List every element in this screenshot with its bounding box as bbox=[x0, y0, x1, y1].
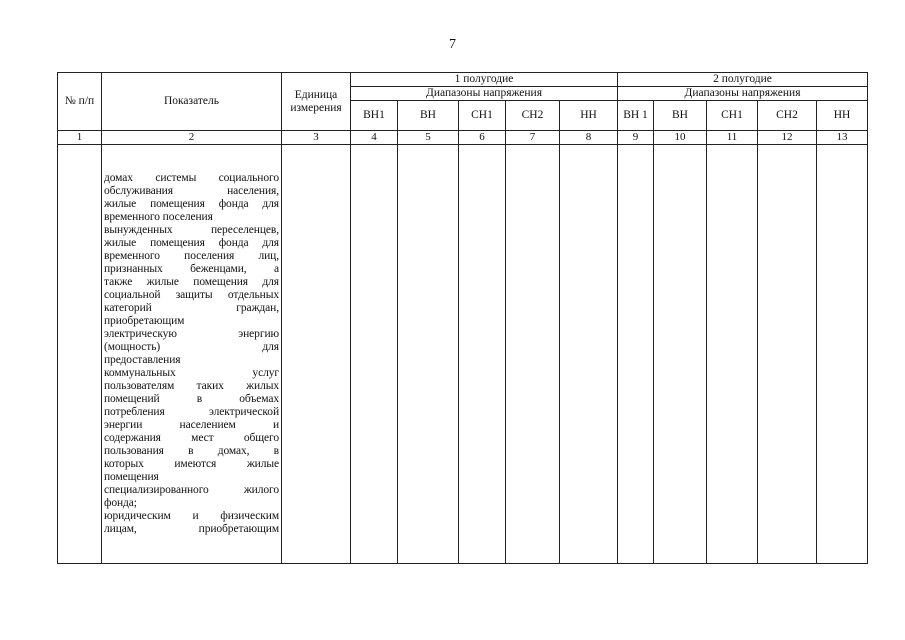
column-number: 11 bbox=[707, 131, 758, 145]
header-col-nn-h2: НН bbox=[817, 101, 868, 131]
header-indicator: Показатель bbox=[102, 73, 282, 131]
indicator-text bbox=[104, 172, 279, 536]
header-col-nn: НН bbox=[560, 101, 618, 131]
header-half-2: 2 полугодие bbox=[618, 73, 868, 87]
indicator-line: также жилые помещения для bbox=[104, 276, 279, 288]
indicator-line: обслуживания населения, bbox=[104, 185, 279, 197]
value-cell bbox=[758, 145, 817, 564]
header-col-sn2-h2: СН2 bbox=[758, 101, 817, 131]
header-half-1: 1 полугодие bbox=[351, 73, 618, 87]
value-cell bbox=[506, 145, 560, 564]
column-number: 7 bbox=[506, 131, 560, 145]
column-number: 9 bbox=[618, 131, 654, 145]
indicator-line: пользователям таких жилых bbox=[104, 380, 279, 392]
column-number: 13 bbox=[817, 131, 868, 145]
header-num: № п/п bbox=[58, 73, 102, 131]
column-number-row bbox=[58, 131, 868, 145]
indicator-line: электрическую энергию bbox=[104, 328, 279, 340]
indicator-line: социальной защиты отдельных bbox=[104, 289, 279, 301]
value-cell bbox=[560, 145, 618, 564]
indicator-line: (мощность) для bbox=[104, 341, 279, 353]
indicator-line: домах системы социального bbox=[104, 172, 279, 184]
unit-cell bbox=[282, 145, 351, 564]
indicator-line: временного поселения bbox=[104, 211, 213, 223]
header-col-sn2: СН2 bbox=[506, 101, 560, 131]
value-cell bbox=[351, 145, 398, 564]
row-num-cell bbox=[58, 145, 102, 564]
column-number: 1 bbox=[58, 131, 102, 145]
indicator-line: которых имеются жилые bbox=[104, 458, 279, 470]
header-col-sn1-h2: СН1 bbox=[707, 101, 758, 131]
header-col-sn1: СН1 bbox=[459, 101, 506, 131]
indicator-line: помещения bbox=[104, 471, 159, 483]
indicator-line: приобретающим bbox=[104, 315, 185, 327]
indicator-line: потребления электрической bbox=[104, 406, 279, 418]
indicator-line: признанных беженцами, а bbox=[104, 263, 279, 275]
value-cell bbox=[459, 145, 506, 564]
indicator-line: вынужденных переселенцев, bbox=[104, 224, 279, 236]
header-col-vn1-h2: ВН 1 bbox=[618, 101, 654, 131]
indicator-line: коммунальных услуг bbox=[104, 367, 279, 379]
column-number: 8 bbox=[560, 131, 618, 145]
indicator-line: помещений в объемах bbox=[104, 393, 279, 405]
column-number: 5 bbox=[398, 131, 459, 145]
header-col-vn: ВН bbox=[398, 101, 459, 131]
value-cell bbox=[817, 145, 868, 564]
indicator-line: лицам, приобретающим bbox=[104, 523, 279, 535]
column-number: 2 bbox=[102, 131, 282, 145]
indicator-line: энергии населением и bbox=[104, 419, 279, 431]
indicator-line: фонда; bbox=[104, 497, 137, 509]
page-number: 7 bbox=[449, 37, 456, 52]
column-number: 3 bbox=[282, 131, 351, 145]
indicator-line: юридическим и физическим bbox=[104, 510, 279, 522]
indicator-line: содержания мест общего bbox=[104, 432, 279, 444]
header-col-vn1: ВН1 bbox=[351, 101, 398, 131]
header-voltage-ranges-2: Диапазоны напряжения bbox=[618, 87, 868, 101]
value-cell bbox=[618, 145, 654, 564]
column-number: 12 bbox=[758, 131, 817, 145]
value-cell bbox=[707, 145, 758, 564]
column-number: 10 bbox=[654, 131, 707, 145]
indicator-line: категорий граждан, bbox=[104, 302, 279, 314]
indicator-line: жилые помещения фонда для bbox=[104, 198, 279, 210]
header-voltage-ranges-1: Диапазоны напряжения bbox=[351, 87, 618, 101]
column-number: 6 bbox=[459, 131, 506, 145]
indicator-line: предоставления bbox=[104, 354, 181, 366]
indicator-line: временного поселения лиц, bbox=[104, 250, 279, 262]
indicator-line: жилые помещения фонда для bbox=[104, 237, 279, 249]
header-unit: Единица измерения bbox=[282, 73, 351, 131]
column-number: 4 bbox=[351, 131, 398, 145]
table-row bbox=[58, 145, 868, 564]
value-cell bbox=[398, 145, 459, 564]
indicator-line: пользования в домах, в bbox=[104, 445, 279, 457]
indicator-line: специализированного жилого bbox=[104, 484, 279, 496]
indicator-cell bbox=[102, 145, 282, 564]
value-cell bbox=[654, 145, 707, 564]
header-col-vn-h2: ВН bbox=[654, 101, 707, 131]
tariff-table bbox=[57, 72, 868, 564]
